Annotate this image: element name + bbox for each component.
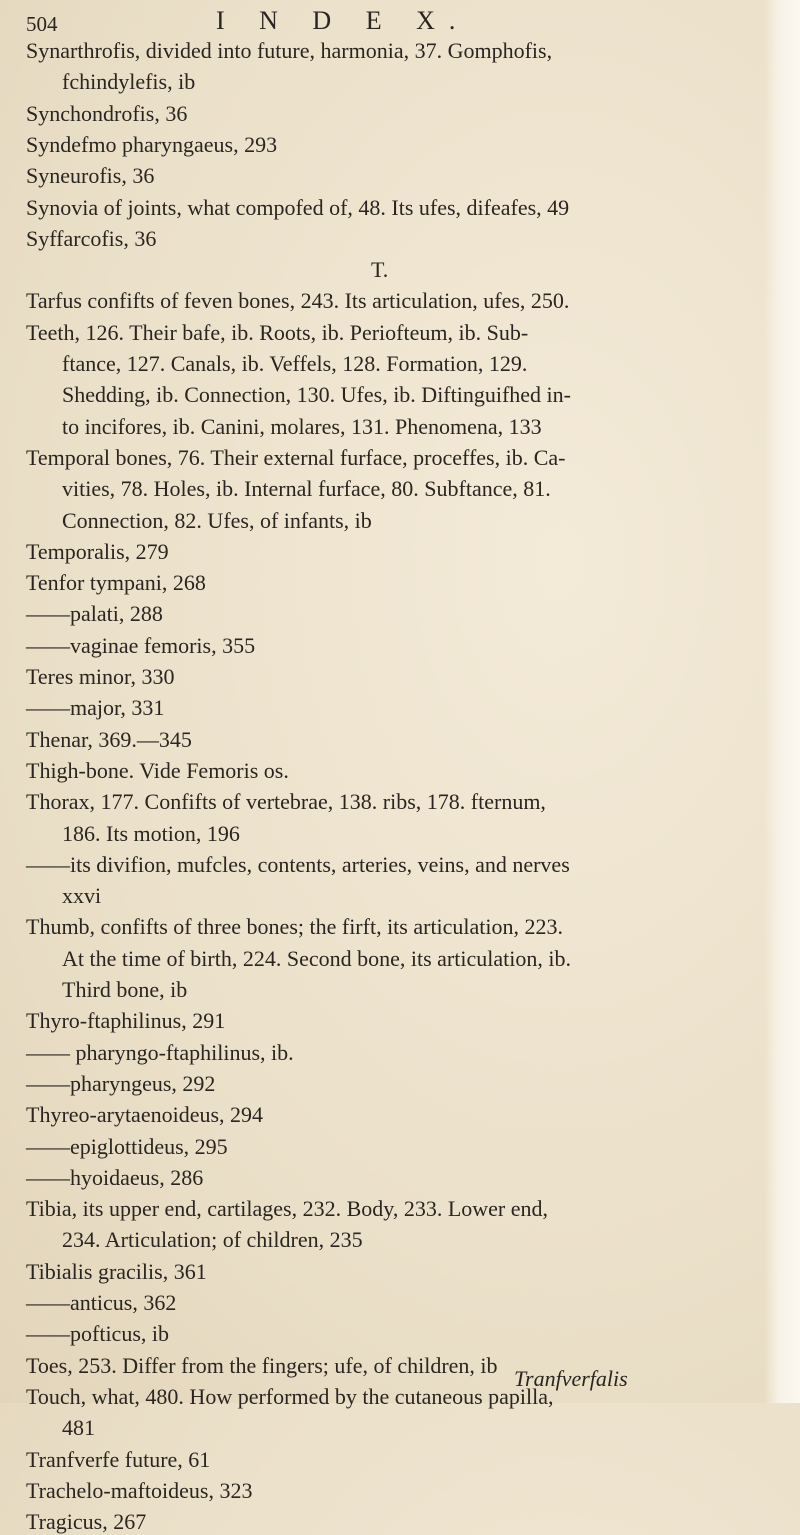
index-line: Synovia of joints, what compofed of, 48. Its ufes, difeafes, 49 bbox=[26, 194, 570, 220]
index-line: Syneurofis, 36 bbox=[26, 163, 155, 189]
index-line: ——anticus, 362 bbox=[26, 1290, 177, 1315]
index-line: ——hyoidaeus, 286 bbox=[26, 1164, 204, 1190]
index-line: Tenfor tympani, 268 bbox=[26, 570, 206, 596]
index-line: Trachelo-maftoideus, 323 bbox=[26, 1477, 253, 1503]
index-line: Thigh-bone. Vide Femoris os. bbox=[26, 757, 289, 783]
index-line: Teres minor, 330 bbox=[26, 664, 175, 689]
running-head: I N D E X. bbox=[216, 6, 470, 35]
index-line: Synarthrofis, divided into future, harmonia, 37. Gomphofis, bbox=[26, 38, 553, 63]
catchword: Tranfverfalis bbox=[514, 1366, 628, 1391]
index-line: xxvi bbox=[62, 883, 102, 909]
page-edge bbox=[764, 0, 800, 1403]
section-letter: T. bbox=[371, 257, 389, 283]
index-line: ——major, 331 bbox=[26, 695, 165, 721]
index-line: Teeth, 126. Their bafe, ib. Roots, ib. Periofteum, ib. Sub- bbox=[26, 319, 529, 345]
index-line: ——vaginae femoris, 355 bbox=[26, 632, 256, 658]
index-line: ——palati, 288 bbox=[26, 601, 163, 627]
index-line: Third bone, ib bbox=[62, 977, 188, 1002]
index-line: Thumb, confifts of three bones; the firft, its articulation, 223. bbox=[26, 914, 564, 940]
index-line: Shedding, ib. Connection, 130. Ufes, ib. Diftinguifhed in- bbox=[62, 382, 571, 408]
index-line: 481 bbox=[62, 1415, 95, 1441]
index-line: Thyreo-arytaenoideus, 294 bbox=[26, 1102, 264, 1128]
index-line: Temporal bones, 76. Their external furface, proceffes, ib. Ca- bbox=[26, 444, 566, 470]
index-line: Synchondrofis, 36 bbox=[26, 100, 188, 126]
index-line: to incifores, ib. Canini, molares, 131. Phenomena, 133 bbox=[62, 413, 542, 439]
index-line: ——its divifion, mufcles, contents, arteries, veins, and nerves bbox=[26, 851, 570, 877]
index-line: 234. Articulation; of children, 235 bbox=[62, 1227, 363, 1253]
page-header bbox=[26, 6, 726, 36]
index-line: Toes, 253. Differ from the fingers; ufe, of children, ib bbox=[26, 1352, 498, 1378]
index-line: Thorax, 177. Confifts of vertebrae, 138. ribs, 178. fternum, bbox=[26, 789, 546, 815]
index-line: Temporalis, 279 bbox=[26, 538, 169, 564]
index-line: ftance, 127. Canals, ib. Veffels, 128. Formation, 129. bbox=[62, 351, 528, 376]
index-line: At the time of birth, 224. Second bone, its articulation, ib. bbox=[62, 945, 571, 971]
index-line: vities, 78. Holes, ib. Internal furface, 80. Subftance, 81. bbox=[62, 476, 551, 502]
index-line: Thenar, 369.—345 bbox=[26, 726, 192, 752]
index-line: Tibialis gracilis, 361 bbox=[26, 1258, 207, 1284]
index-line: Tranfverfe future, 61 bbox=[26, 1446, 211, 1472]
index-line: Syndefmo pharyngaeus, 293 bbox=[26, 131, 278, 157]
page-number: 504 bbox=[26, 12, 58, 36]
index-line: Tarfus confifts of feven bones, 243. Its articulation, ufes, 250. bbox=[26, 288, 570, 314]
index-line: fchindylefis, ib bbox=[62, 69, 196, 95]
index-line: Touch, what, 480. How performed by the cutaneous papilla, bbox=[26, 1383, 554, 1409]
index-line: —— pharyngo-ftaphilinus, ib. bbox=[26, 1039, 294, 1065]
index-line: Tibia, its upper end, cartilages, 232. Body, 233. Lower end, bbox=[26, 1196, 549, 1222]
index-line: 186. Its motion, 196 bbox=[62, 820, 240, 846]
index-line: ——pofticus, ib bbox=[26, 1321, 169, 1347]
index-line: Thyro-ftaphilinus, 291 bbox=[26, 1008, 226, 1034]
index-line: Connection, 82. Ufes, of infants, ib bbox=[62, 507, 372, 533]
index-line: ——pharyngeus, 292 bbox=[26, 1070, 216, 1096]
index-line: Tragicus, 267 bbox=[26, 1509, 147, 1535]
index-line: Syffarcofis, 36 bbox=[26, 225, 157, 251]
index-line: ——epiglottideus, 295 bbox=[26, 1133, 228, 1159]
